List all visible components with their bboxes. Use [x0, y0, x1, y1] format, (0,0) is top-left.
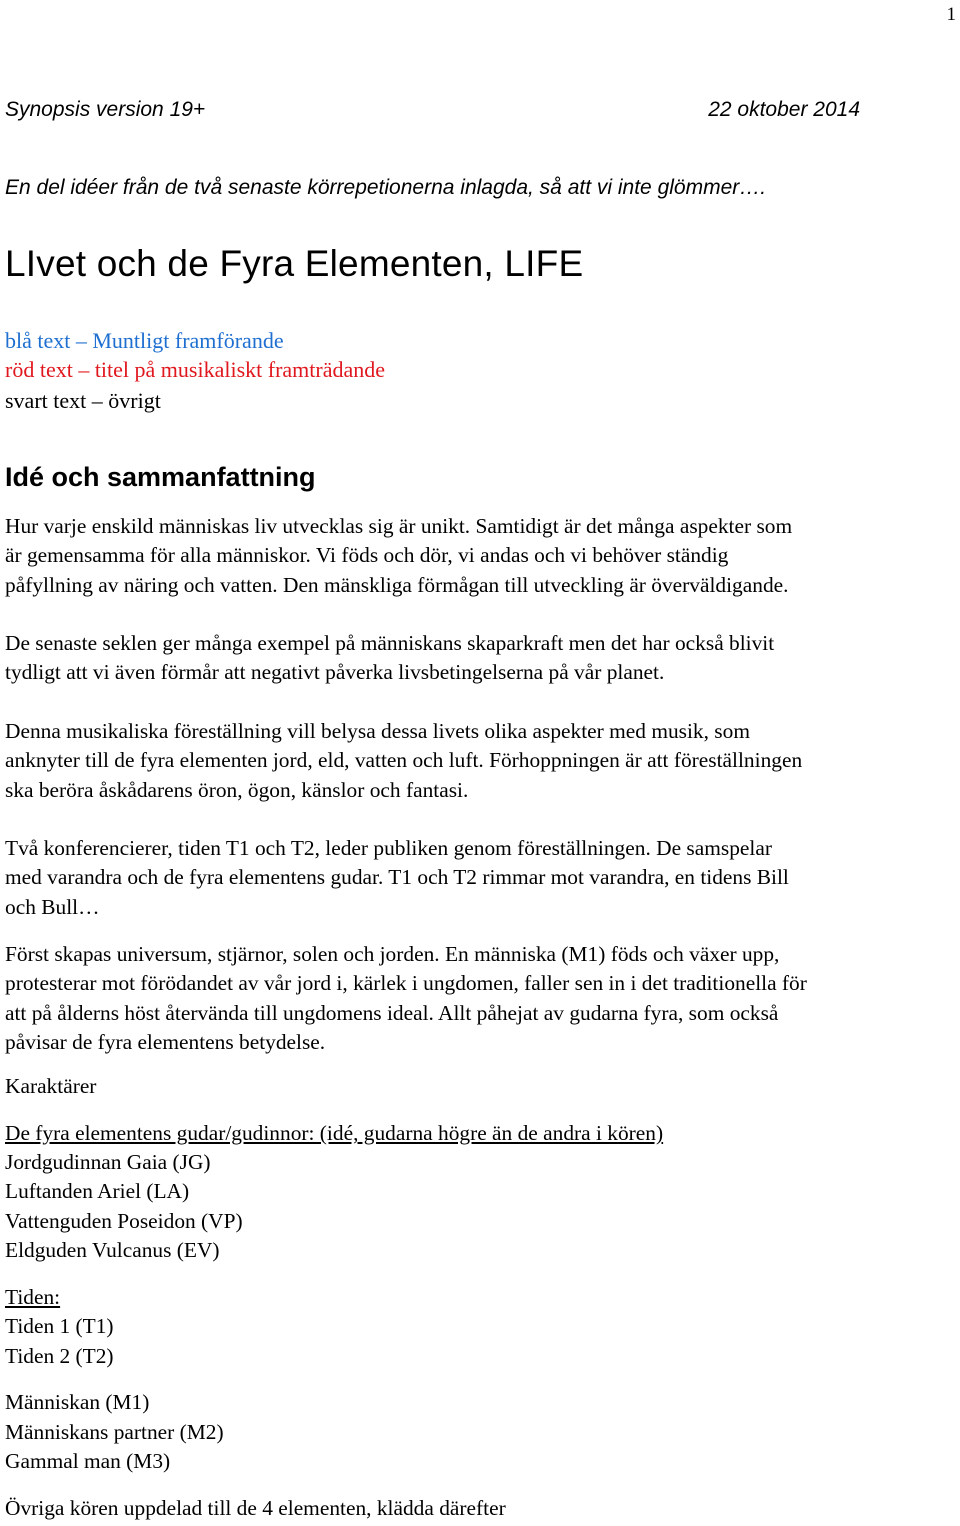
paragraph-line: är gemensamma för alla människor. Vi föds och dör, vi andas och vi behöver ständig	[5, 543, 729, 568]
choir-line: Övriga kören uppdelad till de 4 elementen, klädda därefter	[5, 1496, 506, 1520]
list-item: Vattenguden Poseidon (VP)	[5, 1209, 243, 1233]
list-item: Tiden 1 (T1)	[5, 1314, 114, 1338]
list-item: Eldguden Vulcanus (EV)	[5, 1238, 220, 1262]
characters-heading: Karaktärer	[5, 1074, 97, 1098]
version-label: Synopsis version 19+	[5, 98, 206, 121]
paragraph-line: påfyllning av näring och vatten. Den mänskliga förmågan till utveckling är överväldigande.	[5, 572, 789, 597]
paragraph-line: Hur varje enskild människas liv utvecklas sig är unikt. Samtidigt är det många aspekter som	[5, 514, 793, 538]
paragraph-line: anknyter till de fyra elementen jord, eld, vatten och luft. Förhoppningen är att föreställningen	[5, 748, 803, 773]
paragraph-line: tydligt att vi även förmår att negativt påverka livsbetingelserna på vår planet.	[5, 660, 665, 685]
page-title: LIvet och de Fyra Elementen, LIFE	[5, 243, 584, 284]
paragraph-line: och Bull…	[5, 894, 100, 919]
gods-heading: De fyra elementens gudar/gudinnor: (idé, gudarna högre än de andra i kören)	[5, 1121, 664, 1145]
paragraph-creativity	[5, 629, 960, 688]
list-item: Gammal man (M3)	[5, 1449, 171, 1473]
paragraph-idea	[5, 512, 960, 600]
legend-red: röd text – titel på musikaliskt framträdande	[5, 357, 386, 382]
paragraph-line: med varandra och de fyra elementens gudar. T1 och T2 rimmar mot varandra, en tidens Bill	[5, 865, 789, 890]
paragraph-line: ska beröra åskådarens öron, ögon, känslor och fantasi.	[5, 777, 469, 802]
list-item: Människans partner (M2)	[5, 1420, 224, 1444]
paragraph-hosts	[5, 834, 960, 922]
list-item: Jordgudinnan Gaia (JG)	[5, 1150, 211, 1174]
section-heading: Idé och sammanfattning	[5, 462, 316, 492]
list-item: Tiden 2 (T2)	[5, 1344, 114, 1368]
paragraph-line: De senaste seklen ger många exempel på människans skaparkraft men det har också blivit	[5, 631, 775, 655]
time-heading: Tiden:	[5, 1285, 61, 1309]
page-number: 1	[946, 4, 956, 25]
paragraph-line: Två konferencierer, tiden T1 och T2, leder publiken genom föreställningen. De samspelar	[5, 836, 772, 860]
list-item: Luftanden Ariel (LA)	[5, 1179, 190, 1203]
paragraph-story	[5, 940, 960, 1057]
date-label: 22 oktober 2014	[708, 98, 860, 121]
intro-note: En del idéer från de två senaste körrepetionerna inlagda, så att vi inte glömmer….	[5, 176, 767, 199]
paragraph-line: protesterar mot förödandet av vår jord i, kärlek i ungdomen, faller sen in i det traditionella för	[5, 971, 807, 996]
paragraph-line: Denna musikaliska föreställning vill belysa dessa livets olika aspekter med musik, som	[5, 719, 750, 743]
paragraph-line: att på ålderns höst återvända till ungdomens ideal. Allt påhejat av gudarna fyra, som också	[5, 1000, 779, 1025]
paragraph-line: Först skapas universum, stjärnor, solen och jorden. En människa (M1) föds och växer upp,	[5, 942, 780, 966]
legend-blue: blå text – Muntligt framförande	[5, 328, 284, 353]
legend-black: svart text – övrigt	[5, 388, 161, 413]
paragraph-purpose	[5, 717, 960, 805]
paragraph-line: påvisar de fyra elementens betydelse.	[5, 1029, 326, 1054]
list-item: Människan (M1)	[5, 1390, 150, 1414]
